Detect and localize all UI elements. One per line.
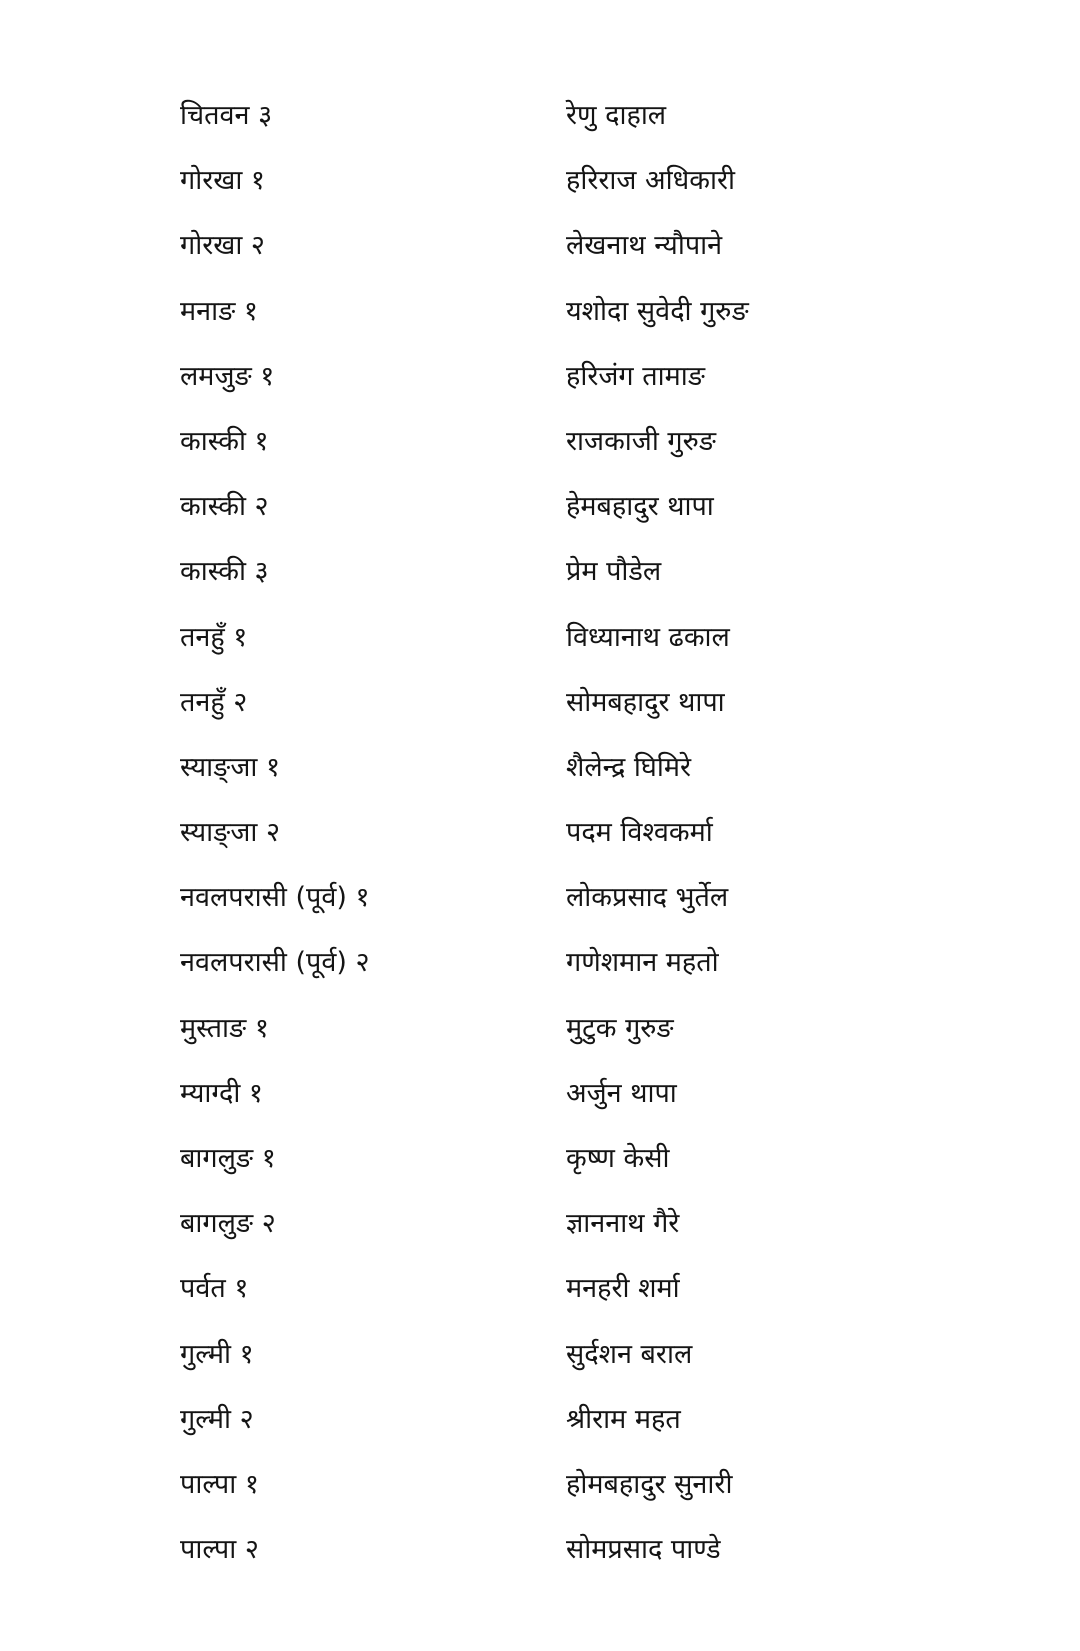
candidate-name: अर्जुन थापा xyxy=(566,1077,677,1109)
constituency-name: चितवन ३ xyxy=(180,100,273,131)
list-row xyxy=(0,96,1080,161)
list-row xyxy=(0,943,1080,1008)
candidate-name: यशोदा सुवेदी गुरुङ xyxy=(566,295,749,327)
constituency-name: बागलुङ २ xyxy=(180,1208,276,1240)
candidate-name: लोकप्रसाद भुर्तेल xyxy=(566,882,729,914)
candidate-name: कृष्ण केसी xyxy=(566,1143,670,1174)
constituency-name: लमजुङ १ xyxy=(180,360,275,392)
candidate-name: पदम विश्वकर्मा xyxy=(566,817,713,849)
constituency-name: कास्की २ xyxy=(180,491,269,523)
constituency-name: नवलपरासी (पूर्व) १ xyxy=(180,882,370,914)
constituency-name: बागलुङ १ xyxy=(180,1143,276,1174)
list-row xyxy=(0,618,1080,683)
list-row xyxy=(0,552,1080,617)
constituency-name: गुल्मी २ xyxy=(180,1403,254,1435)
constituency-name: पाल्पा २ xyxy=(180,1534,259,1566)
constituency-name: गुल्मी १ xyxy=(180,1338,254,1370)
list-row xyxy=(0,161,1080,226)
constituency-name: पाल्पा १ xyxy=(180,1468,259,1500)
list-row xyxy=(0,487,1080,552)
list-row xyxy=(0,1269,1080,1334)
constituency-name: मुस्ताङ १ xyxy=(180,1012,269,1044)
list-row xyxy=(0,357,1080,422)
candidate-name: ज्ञाननाथ गैरे xyxy=(566,1208,680,1240)
list-row xyxy=(0,422,1080,487)
candidate-name: हेमबहादुर थापा xyxy=(566,491,714,523)
candidate-name: विध्यानाथ ढकाल xyxy=(566,621,730,653)
candidate-name: रेणु दाहाल xyxy=(566,100,667,131)
candidate-name: होमबहादुर सुनारी xyxy=(566,1468,733,1500)
constituency-name: स्याङ्जा २ xyxy=(180,817,281,849)
list-row xyxy=(0,1335,1080,1400)
list-row xyxy=(0,226,1080,291)
list-row xyxy=(0,1139,1080,1204)
list-row xyxy=(0,683,1080,748)
constituency-name: तनहुँ १ xyxy=(180,621,248,653)
constituency-name: गोरखा २ xyxy=(180,230,265,262)
constituency-name: तनहुँ २ xyxy=(180,686,248,718)
list-row xyxy=(0,1204,1080,1269)
list-row xyxy=(0,813,1080,878)
candidate-name: लेखनाथ न्यौपाने xyxy=(566,230,723,262)
candidate-name: हरिराज अधिकारी xyxy=(566,165,736,197)
constituency-name: पर्वत १ xyxy=(180,1273,249,1305)
candidate-list xyxy=(0,96,1080,1595)
constituency-name: कास्की ३ xyxy=(180,556,269,588)
candidate-name: मनहरी शर्मा xyxy=(566,1273,680,1305)
candidate-name: हरिजंग तामाङ xyxy=(566,360,705,392)
constituency-name: स्याङ्जा १ xyxy=(180,751,281,783)
candidate-name: राजकाजी गुरुङ xyxy=(566,425,716,457)
constituency-name: गोरखा १ xyxy=(180,165,265,197)
candidate-name: सुर्दशन बराल xyxy=(566,1338,693,1370)
candidate-name: सोमप्रसाद पाण्डे xyxy=(566,1534,721,1566)
list-row xyxy=(0,1400,1080,1465)
candidate-name: प्रेम पौडेल xyxy=(566,556,662,588)
list-row xyxy=(0,748,1080,813)
candidate-name: श्रीराम महत xyxy=(566,1403,681,1435)
list-row xyxy=(0,1009,1080,1074)
candidate-name: सोमबहादुर थापा xyxy=(566,686,725,718)
candidate-name: मुटुक गुरुङ xyxy=(566,1012,674,1044)
list-row xyxy=(0,1074,1080,1139)
list-row xyxy=(0,1465,1080,1530)
constituency-name: मनाङ १ xyxy=(180,295,258,327)
constituency-name: नवलपरासी (पूर्व) २ xyxy=(180,947,370,979)
list-row xyxy=(0,292,1080,357)
constituency-name: कास्की १ xyxy=(180,425,269,457)
list-row xyxy=(0,878,1080,943)
constituency-name: म्याग्दी १ xyxy=(180,1077,263,1109)
candidate-name: शैलेन्द्र घिमिरे xyxy=(566,751,692,783)
candidate-name: गणेशमान महतो xyxy=(566,947,719,979)
list-row xyxy=(0,1530,1080,1595)
